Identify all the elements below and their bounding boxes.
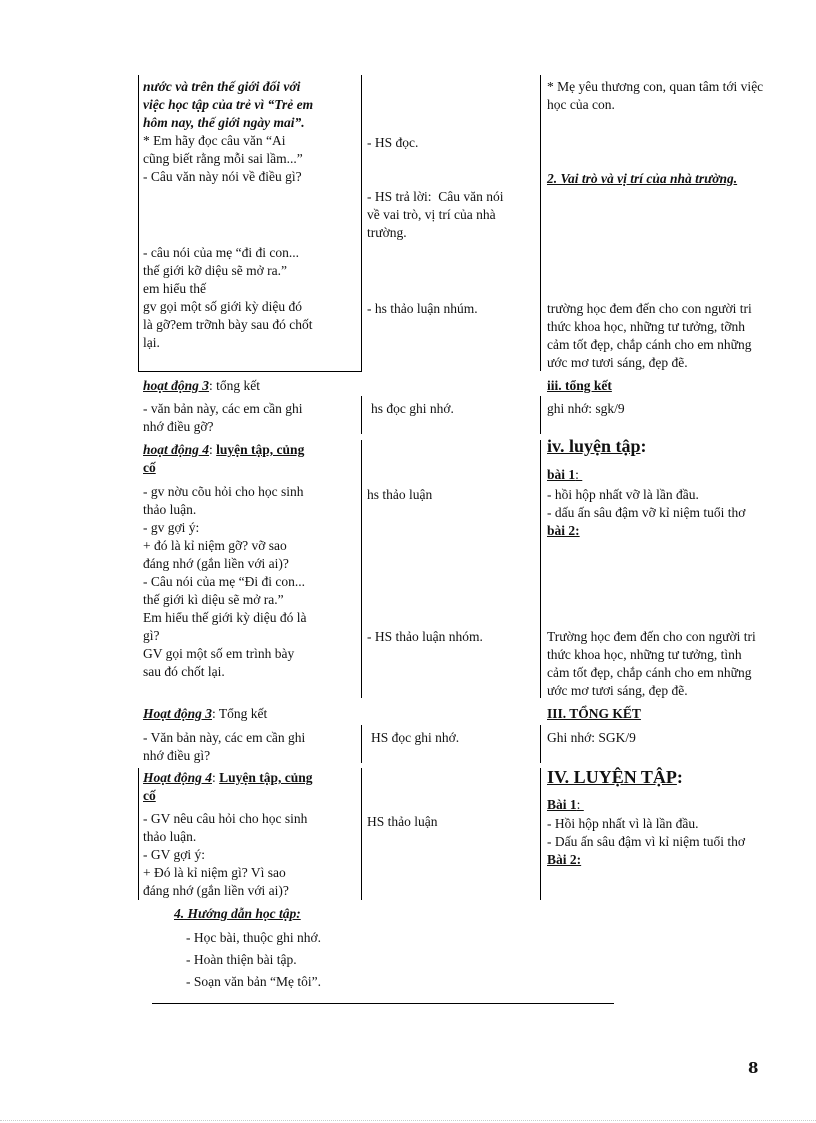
s3-left-line-8: Em hiểu thế giới kỳ diệu đó là: [143, 610, 307, 625]
s4-right: Ghi nhớ: SGK/9: [547, 730, 636, 745]
s4-heading-label: Hoạt động 3: [143, 706, 213, 721]
s2-left-line-1: - văn bản này, các em cần ghi: [143, 401, 303, 416]
s5-heading-cont: cố: [143, 788, 156, 803]
s1-right-line-3: trường học đem đến cho con người tri: [547, 301, 752, 316]
table-rule-left-s5: [138, 768, 139, 900]
s1-left-line-8: thế giới kỡ diệu sẽ mở ra.”: [143, 263, 288, 278]
s3-bai2: bài 2:: [547, 523, 580, 538]
guide-item-2: - Hoàn thiện bài tập.: [186, 952, 297, 967]
s5-right-line-1: - Hồi hộp nhất vì là lần đầu.: [547, 816, 699, 831]
table-rule-mid-s5: [361, 768, 362, 900]
s5-right-line-2: - Dấu ấn sâu đậm vì kỉ niệm tuổi thơ: [547, 834, 745, 849]
s1-left-line-4: * Em hãy đọc câu văn “Ai: [143, 133, 286, 148]
s3-heading-sep: :: [209, 442, 217, 457]
s1-left-line-7: - câu nói của mẹ “đi đi con...: [143, 245, 299, 260]
s5-bai1: [547, 796, 584, 814]
s1-right-line-1: * Mẹ yêu thương con, quan tâm tới việc: [547, 79, 764, 94]
s5-left-line-5: đáng nhớ (gắn liền với ai)?: [143, 883, 289, 898]
s1-right-line-6: ước mơ tươi sáng, đẹp đẽ.: [547, 355, 688, 370]
s2-mid: hs đọc ghi nhớ.: [371, 401, 454, 416]
s2-heading: [143, 377, 260, 395]
s3-right2-line-4: ước mơ tươi sáng, đẹp đẽ.: [547, 683, 688, 698]
s3-left-line-10: GV gọi một số em trình bày: [143, 646, 295, 661]
table-rule-right-s5: [540, 768, 541, 900]
s3-mid-line-2: - HS thảo luận nhóm.: [367, 629, 483, 644]
s3-left-line-7: thế giới kì diệu sẽ mở ra.”: [143, 592, 284, 607]
s1-right-line-4: thức khoa học, những tư tưởng, tỡnh: [547, 319, 746, 334]
s5-left-line-1: - GV nêu câu hỏi cho học sinh: [143, 811, 308, 826]
s3-mid-line-1: hs thảo luận: [367, 487, 433, 502]
s1-right-heading: 2. Vai trò và vị trí của nhà trường.: [547, 171, 738, 186]
s4-left-line-2: nhớ điều gì?: [143, 748, 211, 763]
table-rule-mid-s1: [361, 75, 362, 371]
s1-left-line-1: nước và trên thế giới đối với: [143, 79, 301, 94]
s3-right-heading-colon: :: [640, 436, 647, 456]
s3-right2-line-3: cảm tốt đẹp, chắp cánh cho em những: [547, 665, 752, 680]
table-rule-mid-s4: [361, 725, 362, 763]
s1-left-line-2: việc học tập của trẻ vì “Trẻ em: [143, 97, 314, 112]
s5-right-heading-label: IV. LUYỆN TẬP: [547, 767, 677, 787]
s1-left-line-11: là gỡ?em trỡnh bày sau đó chốt: [143, 317, 313, 332]
s2-heading-rest: : tổng kết: [209, 378, 261, 393]
s3-right2-line-2: thức khoa học, những tư tưởng, tình: [547, 647, 742, 662]
s1-mid-line-4: trường.: [367, 225, 407, 240]
s4-left-line-1: - Văn bản này, các em cần ghi: [143, 730, 306, 745]
s3-left-line-6: - Câu nói của mẹ “Đi đi con...: [143, 574, 305, 589]
s1-left-line-10: gv gọi một số giới kỳ diệu đó: [143, 299, 303, 314]
s3-left-line-4: + đó là kỉ niệm gỡ? vỡ sao: [143, 538, 287, 553]
s2-right: ghi nhớ: sgk/9: [547, 401, 625, 416]
s1-mid-line-3: về vai trò, vị trí của nhà: [367, 207, 496, 222]
page-bottom-dotted-rule: [0, 1120, 816, 1121]
s5-heading-label: Hoạt động 4: [143, 770, 213, 785]
s4-heading-rest: : Tổng kết: [212, 706, 268, 721]
s3-bai1-label: bài 1: [547, 467, 576, 482]
s3-right2-line-1: Trường học đem đến cho con người tri: [547, 629, 756, 644]
s3-left-line-2: thảo luận.: [143, 502, 197, 517]
guide-item-1: - Học bài, thuộc ghi nhớ.: [186, 930, 321, 945]
s3-left-line-3: - gv gợi ý:: [143, 520, 200, 535]
s5-right-heading-colon: :: [676, 767, 683, 787]
s1-left-line-12: lại.: [143, 335, 160, 350]
s5-mid: HS thảo luận: [367, 814, 438, 829]
page-number: 8: [748, 1059, 759, 1077]
table-row-rule-s1: [138, 371, 362, 372]
s1-left-line-9: em hiểu thế: [143, 281, 206, 296]
s5-left-line-2: thảo luận.: [143, 829, 197, 844]
s3-heading-cont: cố: [143, 460, 156, 475]
s3-right-line-2: - dấu ấn sâu đậm vỡ kỉ niệm tuổi thơ: [547, 505, 746, 520]
s3-right-heading: [547, 438, 647, 457]
s2-heading-label: hoạt động 3: [143, 378, 210, 393]
s1-left-line-6: - Câu văn này nói về điều gì?: [143, 169, 302, 184]
s3-heading-label: hoạt động 4: [143, 442, 210, 457]
s5-bai1-label: Bài 1: [547, 797, 577, 812]
s5-heading-title: Luyện tập, củng: [219, 770, 313, 785]
s5-right-heading: [547, 769, 683, 788]
s3-left-line-9: gì?: [143, 628, 160, 643]
s1-left-line-3: hôm nay, thế giới ngày mai”.: [143, 115, 305, 130]
s1-left-line-5: cũng biết rằng mỗi sai lầm...”: [143, 151, 303, 166]
s3-right-heading-label: iv. luyện tập: [547, 436, 641, 456]
s3-left-line-11: sau đó chốt lại.: [143, 664, 225, 679]
s5-left-line-4: + Đó là kỉ niệm gì? Vì sao: [143, 865, 286, 880]
s5-heading-sep: :: [212, 770, 220, 785]
guide-title: 4. Hướng dẫn học tập:: [174, 906, 301, 921]
s5-left-line-3: - GV gợi ý:: [143, 847, 206, 862]
s5-heading: [143, 769, 313, 787]
s4-heading: [143, 705, 267, 723]
table-rule-left-s1: [138, 75, 139, 371]
guide-item-3: - Soạn văn bản “Mẹ tôi”.: [186, 974, 321, 989]
table-rule-mid-s2: [361, 396, 362, 434]
table-rule-mid-s3: [361, 440, 362, 698]
s2-left-line-2: nhớ điều gỡ?: [143, 419, 214, 434]
s5-bai1-colon: :: [576, 797, 584, 812]
s3-heading-title: luyện tập, củng: [216, 442, 305, 457]
s2-right-heading: iii. tổng kết: [547, 378, 612, 393]
s3-right-line-1: - hồi hộp nhất vỡ là lần đầu.: [547, 487, 699, 502]
table-rule-right-s3: [540, 440, 541, 698]
table-rule-right-s1: [540, 75, 541, 371]
s3-bai1: [547, 466, 582, 484]
s3-left-line-1: - gv nờu cõu hỏi cho học sinh: [143, 484, 304, 499]
s1-mid-line-2: - HS trả lời: Câu văn nói: [367, 189, 504, 204]
end-rule: [152, 1003, 614, 1004]
s3-heading: [143, 441, 304, 459]
s1-mid-line-5: - hs thảo luận nhúm.: [367, 301, 478, 316]
s3-left-line-5: đáng nhớ (gắn liền với ai)?: [143, 556, 289, 571]
table-rule-right-s4: [540, 725, 541, 763]
s4-right-heading: III. TỔNG KẾT: [547, 706, 641, 721]
s1-right-line-5: cảm tốt đẹp, chắp cánh cho em những: [547, 337, 752, 352]
s1-right-line-2: học của con.: [547, 97, 615, 112]
s4-mid: HS đọc ghi nhớ.: [371, 730, 460, 745]
s3-bai1-colon: :: [575, 467, 583, 482]
s5-bai2: Bài 2:: [547, 852, 582, 867]
s1-mid-line-1: - HS đọc.: [367, 135, 419, 150]
table-rule-right-s2: [540, 396, 541, 434]
